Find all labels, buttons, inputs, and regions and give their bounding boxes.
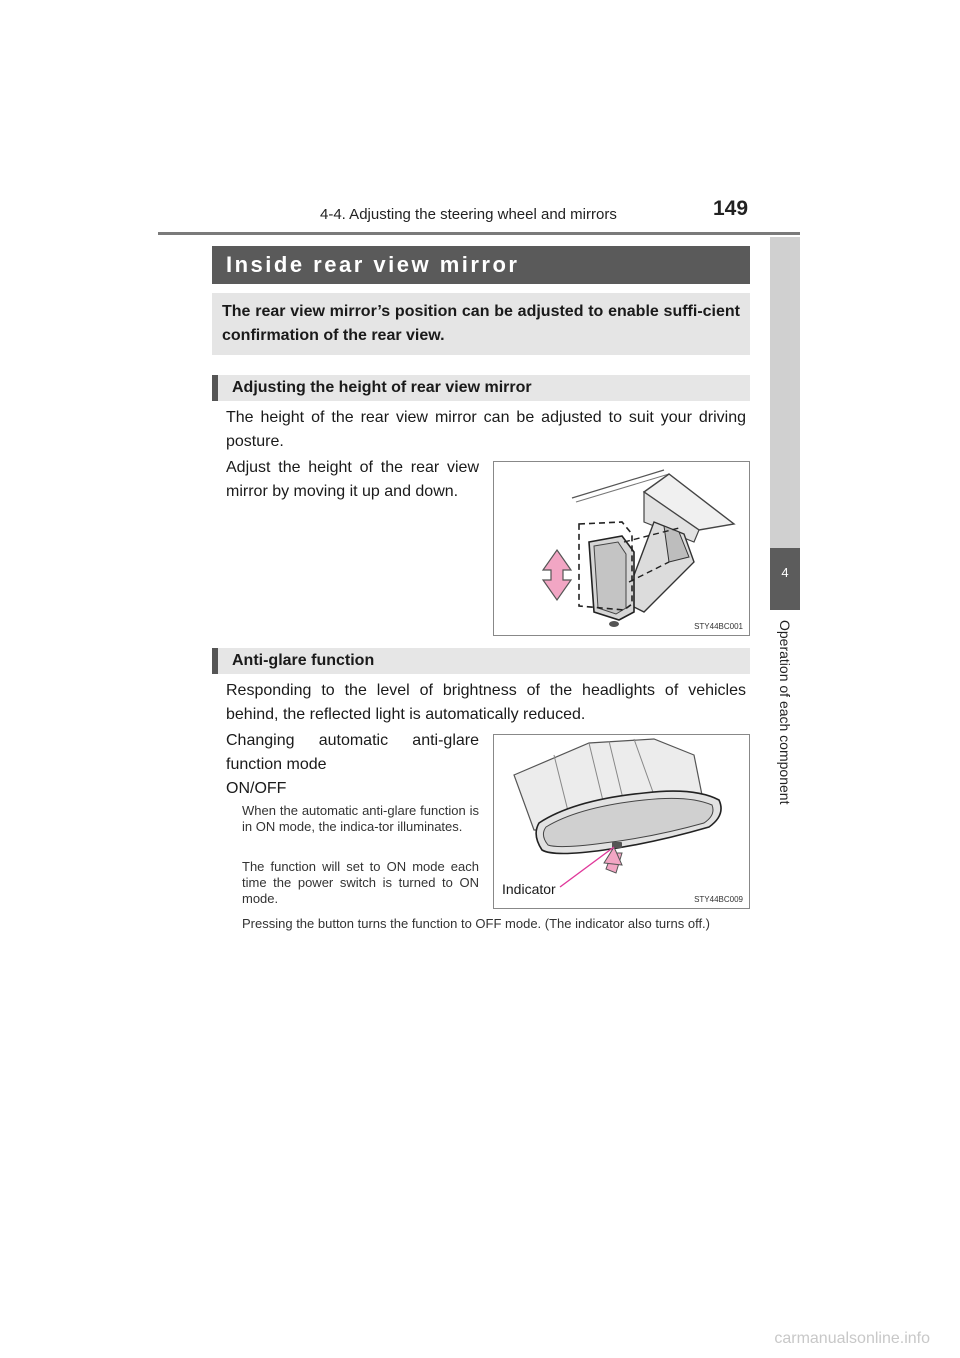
anti-glare-mode-label: Changing automatic anti-glare function mode [226, 732, 479, 773]
height-instruction: Adjust the height of the rear view mirror by moving it up and down. [226, 459, 479, 500]
up-down-arrow-icon [543, 550, 571, 600]
note-off-mode: Pressing the button turns the function to OFF mode. (The indicator also turns off.) [242, 916, 710, 931]
figure-anti-glare [493, 734, 750, 909]
watermark: carmanualsonline.info [774, 1330, 930, 1347]
note-power-switch: The function will set to ON mode each time the power switch is turned to ON mode. [242, 859, 479, 906]
height-paragraph: The height of the rear view mirror can be adjusted to suit your driving posture. [226, 409, 746, 450]
indicator-label: Indicator [502, 881, 556, 897]
header-divider [158, 232, 800, 235]
section-heading-height: Adjusting the height of rear view mirror [212, 375, 750, 401]
section-heading-anti-glare: Anti-glare function [212, 648, 750, 674]
anti-glare-paragraph: Responding to the level of brightness of the headlights of vehicles behind, the reflected light is automatically reduced. [226, 682, 746, 723]
figure-code: STY44BC009 [694, 895, 743, 904]
chapter-title: Operation of each component [777, 620, 793, 805]
on-off-label: ON/OFF [226, 780, 287, 797]
chapter-number: 4 [770, 548, 800, 610]
mirror-height-illustration [494, 462, 749, 635]
section-header: 4-4. Adjusting the steering wheel and mirrors [320, 206, 617, 223]
page-title: Inside rear view mirror [212, 246, 750, 284]
figure-code: STY44BC001 [694, 622, 743, 631]
note-on-mode: When the automatic anti-glare function is in ON mode, the indica-tor illuminates. [242, 803, 479, 834]
page-number: 149 [713, 197, 749, 220]
intro-box: The rear view mirror’s position can be adjusted to enable suffi-cient confirmation of the rear view. [212, 293, 750, 355]
figure-mirror-height [493, 461, 750, 636]
